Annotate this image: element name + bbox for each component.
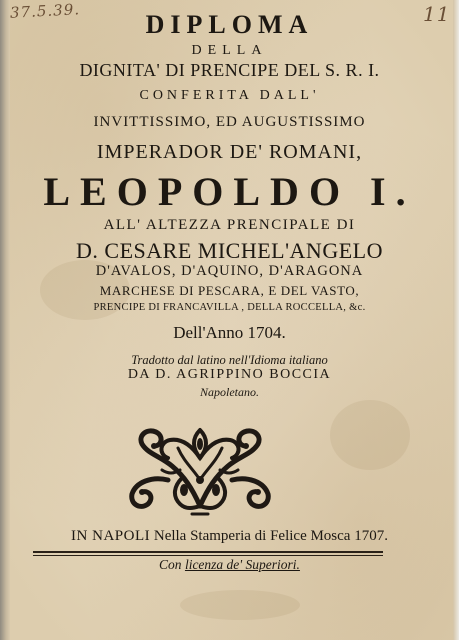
translator-name: DA D. AGRIPPINO BOCCIA (127, 367, 332, 382)
imprint-rule (33, 551, 383, 553)
della-line: DELLA (191, 43, 268, 58)
document-title: DIPLOMA (145, 10, 314, 39)
folio-note: 11 (423, 2, 451, 26)
license-text: licenza de' Superiori. (184, 557, 300, 572)
prince-titles-line: PRENCIPE DI FRANCAVILLA , DELLA ROCCELLA, &c. (93, 302, 366, 313)
shelfmark-note: 37.5.39. (9, 0, 81, 22)
family-line: D'AVALOS, D'AQUINO, D'ARAGONA (95, 263, 364, 279)
emperor-title-line: IMPERADOR DE' ROMANI, (96, 141, 363, 163)
epithet-line: INVITTISSIMO, ED AUGUSTISSIMO (93, 114, 366, 130)
imprint-line (0, 528, 459, 545)
translation-note: Tradotto dal latino nell'Idioma italiano (131, 353, 328, 367)
imprint-press: Nella Stamperia di Felice Mosca 1707. (153, 528, 388, 544)
license-prefix: Con (159, 557, 182, 572)
dignity-line: DIGNITA' DI PRENCIPE DEL S. R. I. (79, 60, 380, 80)
prince-name: D. CESARE MICHEL'ANGELO (76, 238, 383, 263)
imprint-city: IN NAPOLI (71, 528, 151, 544)
emperor-name: LEOPOLDO I. (43, 169, 416, 214)
highness-line: ALL' ALTEZZA PRENCIPALE DI (103, 217, 356, 233)
paper-stain (330, 400, 410, 470)
year-line: Dell'Anno 1704. (173, 323, 286, 342)
marquis-line: MARCHESE DI PESCARA, E DEL VASTO, (99, 283, 360, 298)
paper-stain (180, 590, 300, 620)
floral-scroll-ornament-icon (122, 418, 278, 518)
imprint-rule-thin (33, 555, 383, 556)
translator-origin: Napoletano. (200, 385, 259, 399)
license-line (0, 557, 459, 573)
conferred-line: CONFERITA DALL' (139, 88, 320, 103)
